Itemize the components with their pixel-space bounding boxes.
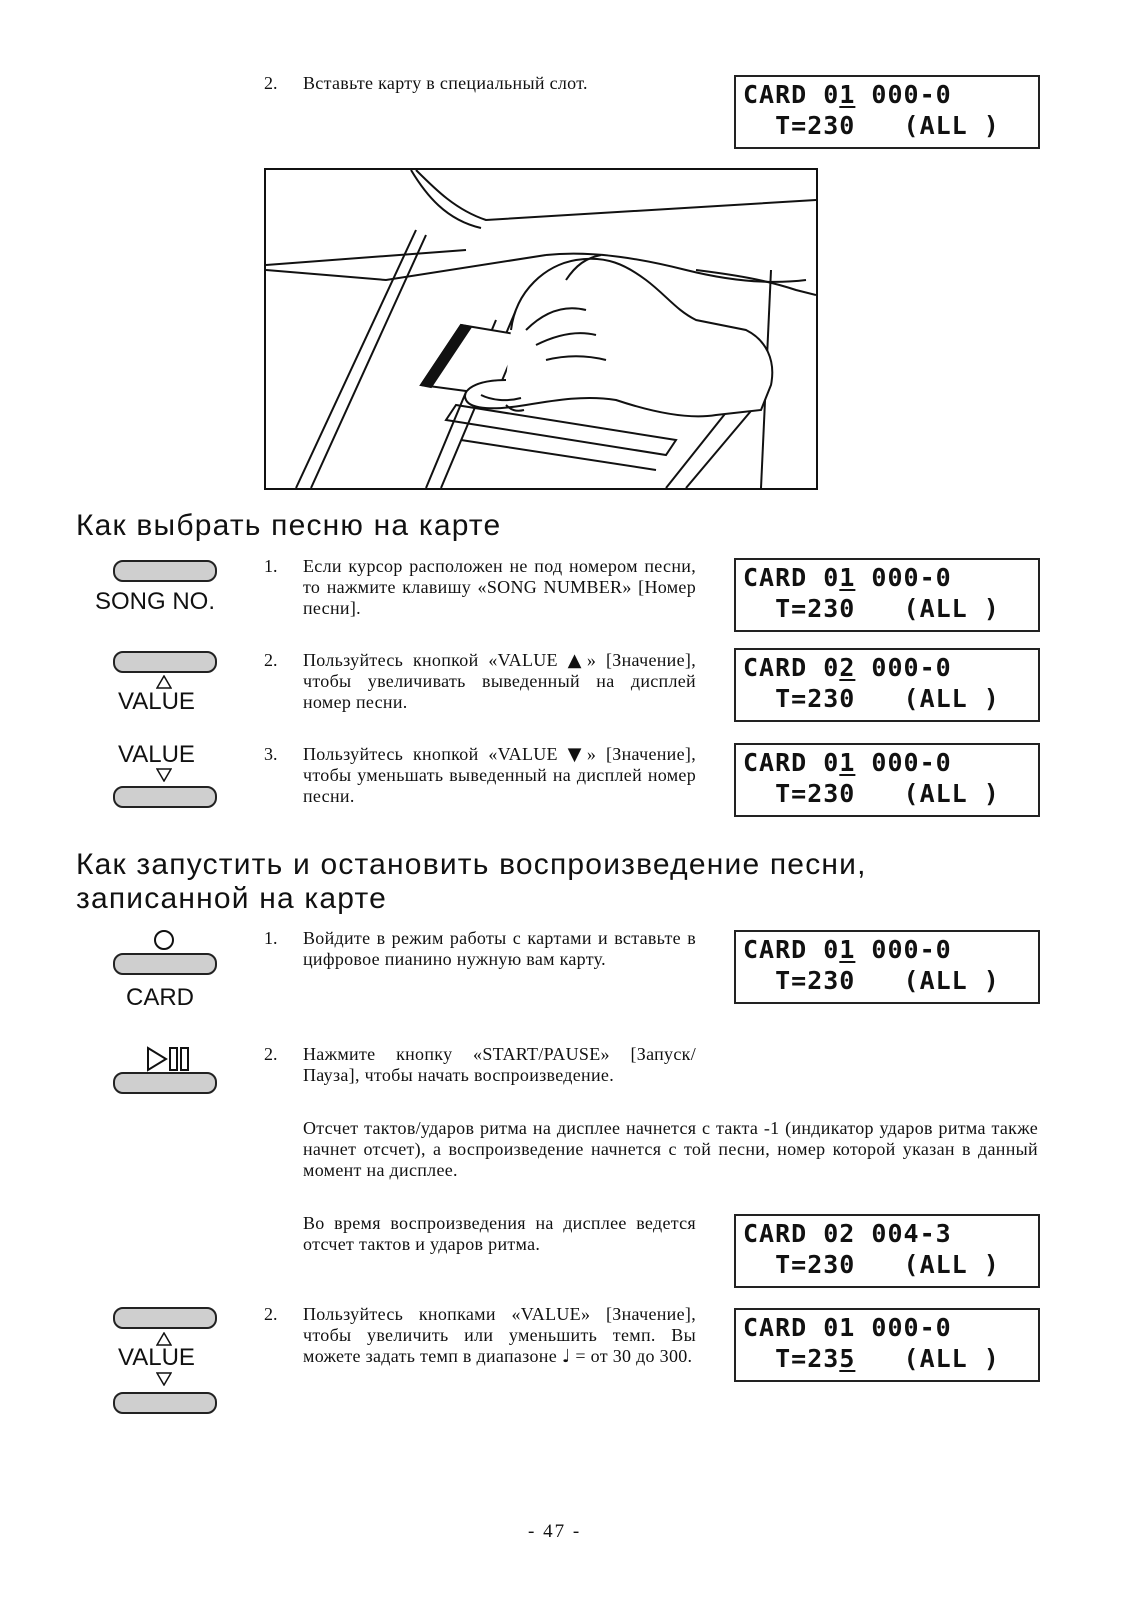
triangle-down-icon xyxy=(156,768,172,782)
value-down-button[interactable] xyxy=(113,786,217,808)
play-pause-icon xyxy=(146,1046,194,1072)
step-text: Пользуйтесь кнопкой «VALUE ▼» [Значение], чтобы уменьшать выведенный на дисплей номер песни. xyxy=(303,744,696,806)
step-number: 2. xyxy=(264,1044,278,1064)
triangle-up-icon: ▲ xyxy=(567,650,587,671)
section-title: Как выбрать песню на карте xyxy=(76,509,502,542)
lcd-display: CARD 01 000-0 T=230 (ALL ) xyxy=(734,75,1040,149)
step-number: 2. xyxy=(264,1304,278,1324)
step-number: 1. xyxy=(264,928,278,948)
step-paragraph: Во время воспроизведения на дисплее ведется отсчет тактов и ударов ритма. xyxy=(303,1213,696,1254)
step-number: 2. xyxy=(264,650,278,670)
quarter-note-icon: ♩ xyxy=(561,1346,571,1367)
value-label: VALUE xyxy=(118,688,195,715)
step-text: Нажмите кнопку «START/PAUSE» [Запуск/Пауза], чтобы начать воспроизведение. xyxy=(303,1044,696,1085)
lcd-display: CARD 01 000-0 T=230 (ALL ) xyxy=(734,558,1040,632)
lcd-display: CARD 01 000-0 T=235 (ALL ) xyxy=(734,1308,1040,1382)
start-pause-button[interactable] xyxy=(113,1072,217,1094)
lcd-display: CARD 01 000-0 T=230 (ALL ) xyxy=(734,743,1040,817)
card-button[interactable] xyxy=(113,953,217,975)
value-label: VALUE xyxy=(118,741,195,768)
triangle-up-icon xyxy=(156,675,172,689)
triangle-down-icon xyxy=(156,1372,172,1386)
card-label: CARD xyxy=(126,984,195,1011)
step-number: 2. xyxy=(264,73,278,93)
lcd-display: CARD 02 004-3 T=230 (ALL ) xyxy=(734,1214,1040,1288)
step-text: Вставьте карту в специальный слот. xyxy=(303,73,588,93)
step-paragraph: Отсчет тактов/ударов ритма на дисплее начнется с такта -1 (индикатор ударов ритма также начнет отсчет), а воспроизведение начнется с той песни, номер которой указан в данный момент на дисплее. xyxy=(303,1118,1038,1180)
section-title: Как запустить и остановить воспроизведение песни, записанной на карте xyxy=(76,848,867,915)
led-indicator-icon xyxy=(152,928,176,952)
value-down-button[interactable] xyxy=(113,1392,217,1414)
step-text: Пользуйтесь кнопкой «VALUE ▲» [Значение], чтобы увеличивать выведенный на дисплей номер песни. xyxy=(303,650,696,712)
lcd-display: CARD 01 000-0 T=230 (ALL ) xyxy=(734,930,1040,1004)
lcd-display: CARD 02 000-0 T=230 (ALL ) xyxy=(734,648,1040,722)
value-up-button[interactable] xyxy=(113,651,217,673)
page-number: - 47 - xyxy=(528,1521,582,1542)
step-number: 1. xyxy=(264,556,278,576)
song-no-label: SONG NO. xyxy=(95,588,216,615)
triangle-down-icon: ▼ xyxy=(567,744,587,765)
value-up-button[interactable] xyxy=(113,1307,217,1329)
value-label: VALUE xyxy=(118,1344,195,1371)
card-insertion-illustration xyxy=(264,168,818,490)
song-number-button[interactable] xyxy=(113,560,217,582)
step-text: Войдите в режим работы с картами и вставьте в цифровое пианино нужную вам карту. xyxy=(303,928,696,969)
step-text: Пользуйтесь кнопками «VALUE» [Значение], чтобы увеличить или уменьшить темп. Вы можете задать темп в диапазоне ♩ = от 30 до 300. xyxy=(303,1304,696,1367)
step-text: Если курсор расположен не под номером песни, то нажмите клавишу «SONG NUMBER» [Номер песни]. xyxy=(303,556,696,618)
step-number: 3. xyxy=(264,744,278,764)
